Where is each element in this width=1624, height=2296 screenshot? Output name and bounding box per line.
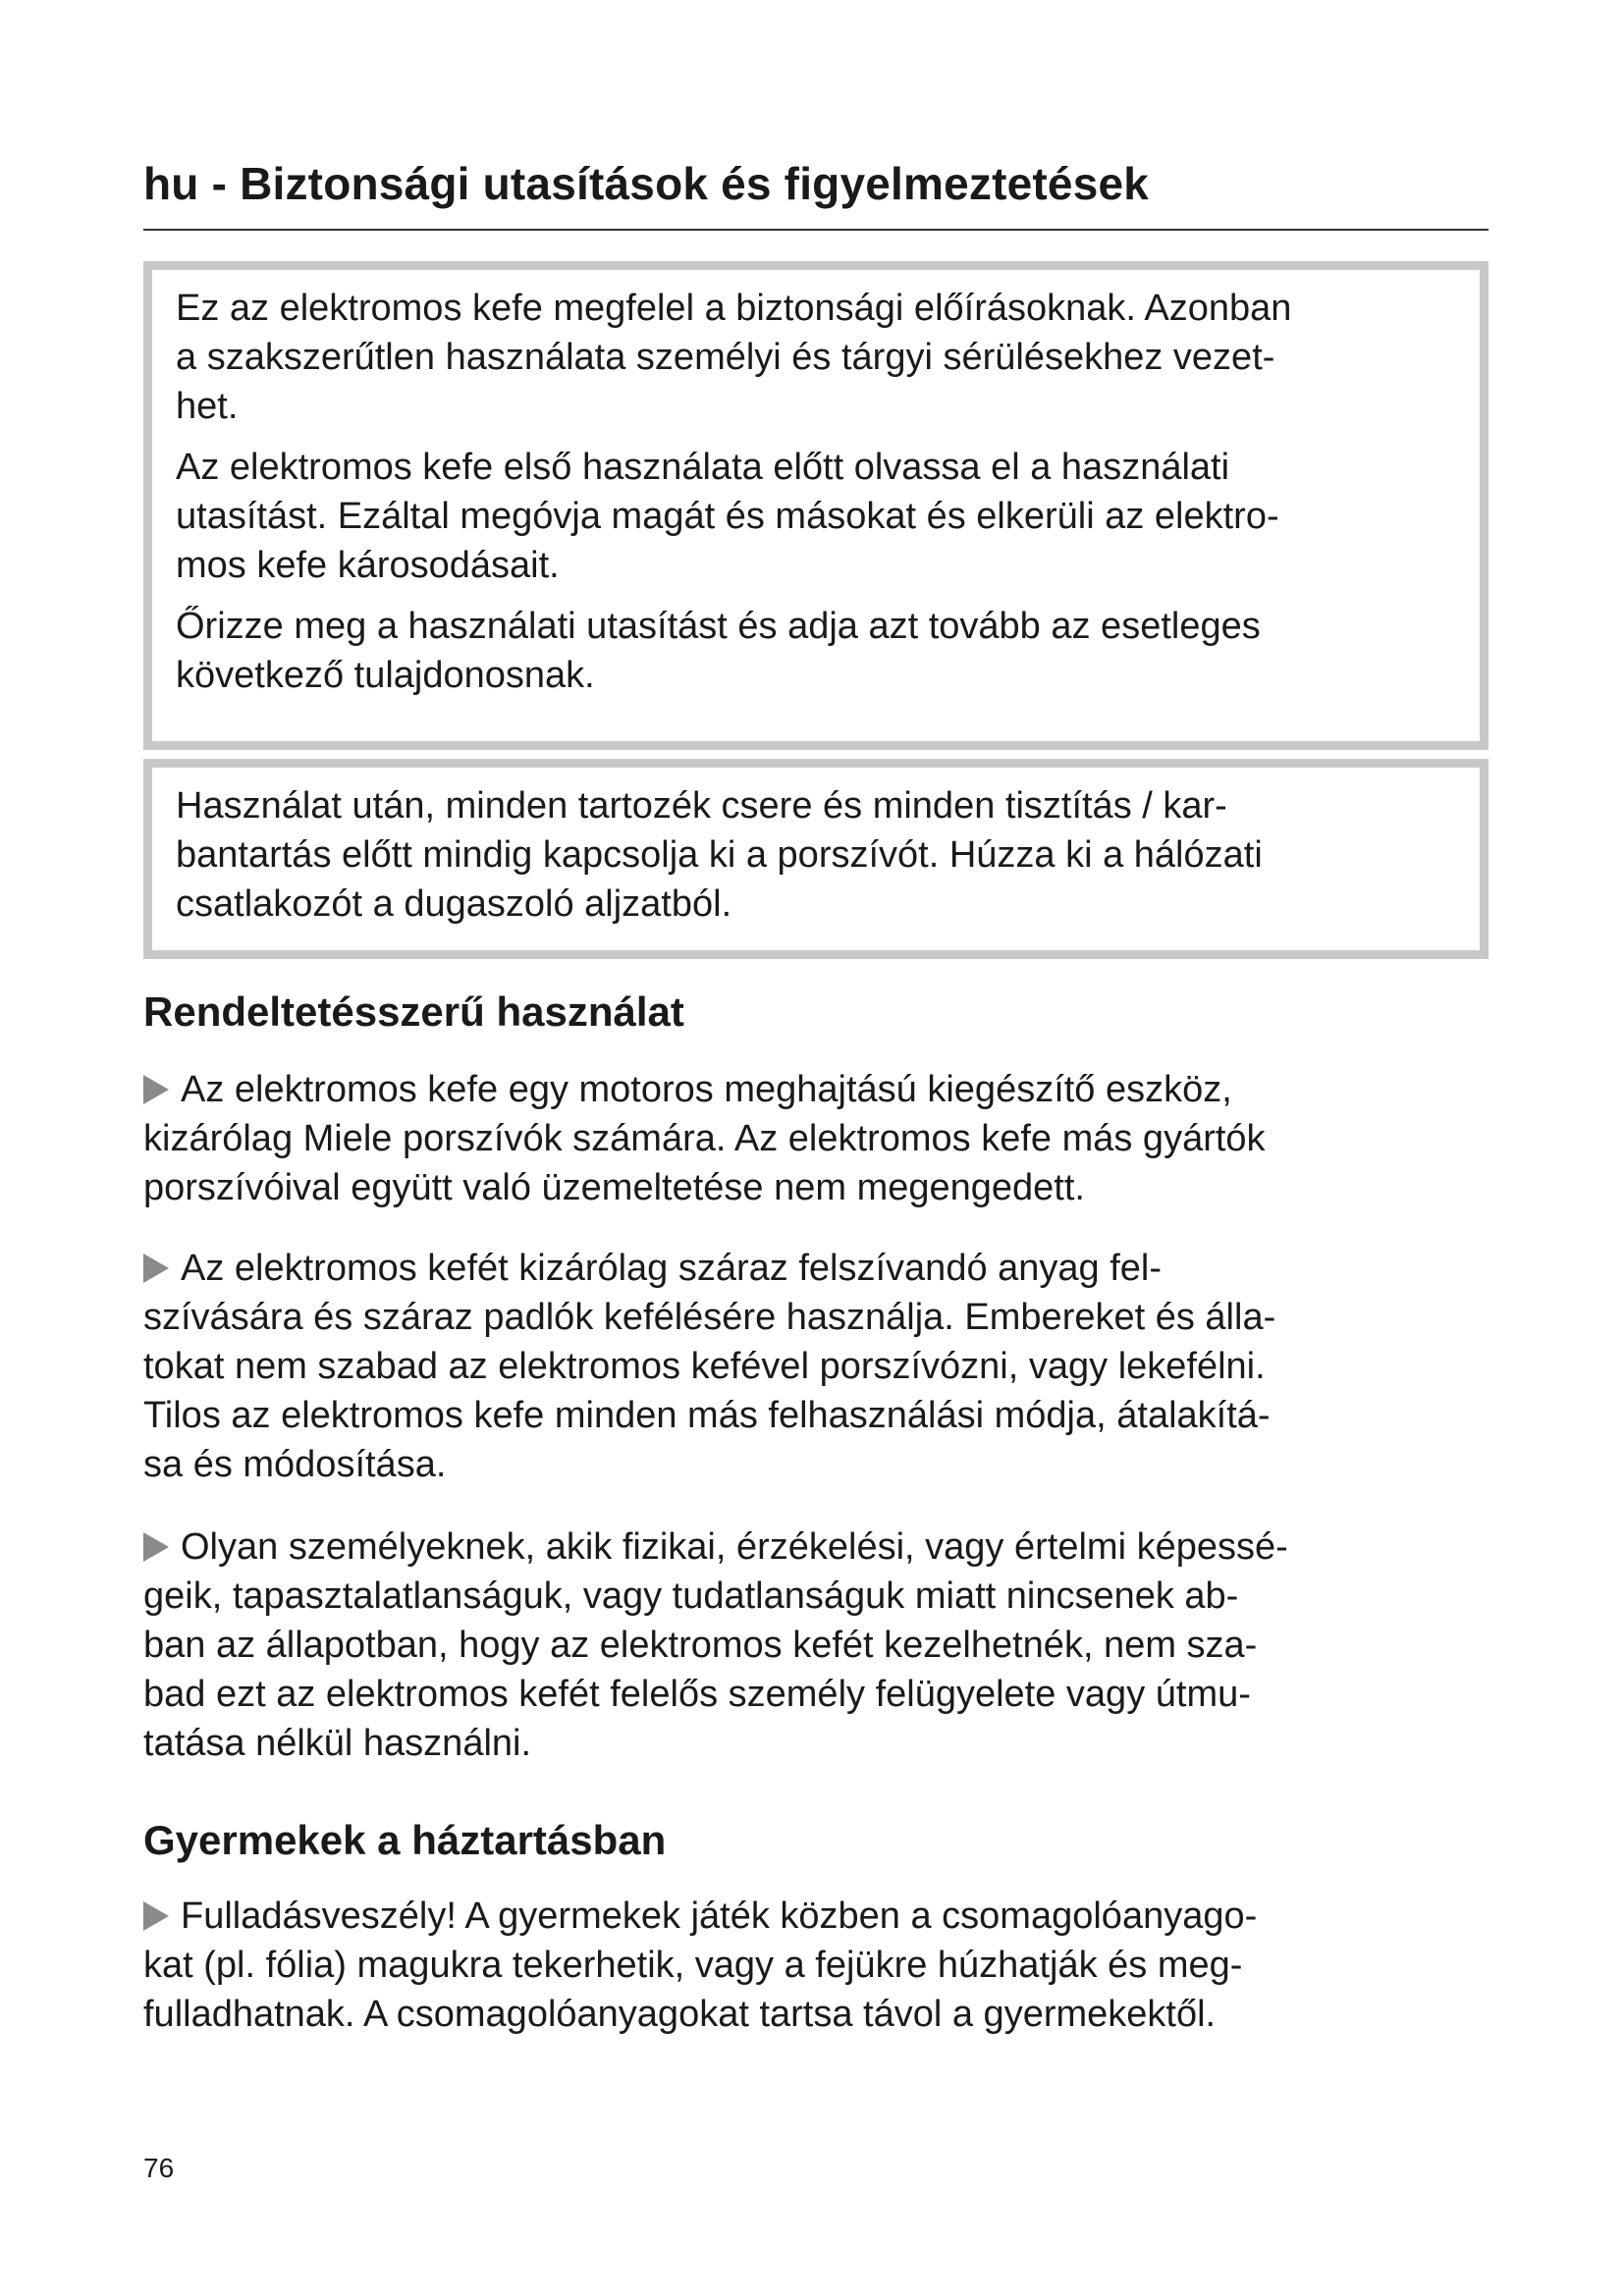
warning-paragraph [176,443,1466,590]
text-line: következő tulajdonosnak. [176,655,595,696]
unplug-warning-box [143,759,1489,959]
text-line: mos kefe károsodásait. [176,545,560,586]
triangle-bullet-icon [143,1901,169,1931]
text-line: Ez az elektromos kefe megfelel a biztonsági előírásoknak. Azonban [176,288,1292,329]
text-line: utasítást. Ezáltal megóvja magát és másokat és elkerüli az elektro- [176,496,1279,537]
title-divider [143,229,1489,231]
page-number: 76 [143,2153,175,2183]
text-line: Tilos az elektromos kefe minden más felhasználási módja, átalakítá- [143,1395,1271,1436]
text-line: csatlakozót a dugaszoló aljzatból. [176,883,732,925]
bullet-item [143,1065,1489,1212]
text-line: fulladhatnak. A csomagolóanyagokat tartsa távol a gyermekektől. [143,1994,1217,2035]
text-line: geik, tapasztalatlanságuk, vagy tudatlanságuk miatt nincsenek ab- [143,1575,1239,1617]
text-line: a szakszerűtlen használata személyi és tárgyi sérülésekhez vezet- [176,337,1275,378]
text-line: ban az állapotban, hogy az elektromos kefét kezelhetnék, nem sza- [143,1625,1258,1666]
text-line: porszívóival együtt való üzemeltetése nem megengedett. [143,1167,1085,1208]
text-line: Fulladásveszély! A gyermekek játék közben a csomagolóanyago- [181,1896,1258,1937]
text-line: szívására és száraz padlók kefélésére használja. Embereket és álla- [143,1297,1276,1338]
text-line: kat (pl. fólia) magukra tekerhetik, vagy a fejükre húzhatják és meg- [143,1945,1243,1986]
text-line: kizárólag Miele porszívók számára. Az elektromos kefe más gyártók [143,1118,1266,1159]
text-line: Olyan személyeknek, akik fizikai, érzékelési, vagy értelmi képessé- [181,1526,1288,1568]
text-line: Őrizze meg a használati utasítást és adja azt tovább az esetleges [176,606,1261,647]
section-heading-intended-use: Rendeltetésszerű használat [143,988,684,1035]
bullet-item [143,1892,1489,2039]
text-line: Az elektromos kefe egy motoros meghajtású kiegészítő eszköz, [181,1069,1232,1110]
text-line: Az elektromos kefe első használata előtt olvassa el a használati [176,447,1230,488]
bullet-item [143,1244,1489,1489]
safety-warning-box [143,261,1489,750]
page-title: hu - Biztonsági utasítások és figyelmeztetések [143,158,1150,209]
text-line: Az elektromos kefét kizárólag száraz felszívandó anyag fel- [181,1248,1163,1289]
section-heading-children: Gyermekek a háztartásban [143,1817,667,1863]
text-line: tokat nem szabad az elektromos kefével porszívózni, vagy lekefélni. [143,1346,1266,1387]
warning-paragraph [176,284,1466,431]
text-line: Használat után, minden tartozék csere és minden tisztítás / kar- [176,785,1227,827]
warning-paragraph [176,602,1466,700]
text-line: sa és módosítása. [143,1444,447,1485]
text-line: het. [176,386,239,427]
triangle-bullet-icon [143,1075,169,1104]
triangle-bullet-icon [143,1532,169,1562]
text-line: tatása nélkül használni. [143,1723,532,1764]
warning-paragraph [176,781,1466,929]
bullet-item [143,1522,1489,1768]
text-line: bad ezt az elektromos kefét felelős személy felügyelete vagy útmu- [143,1674,1251,1715]
triangle-bullet-icon [143,1254,169,1283]
text-line: bantartás előtt mindig kapcsolja ki a porszívót. Húzza ki a hálózati [176,834,1263,876]
